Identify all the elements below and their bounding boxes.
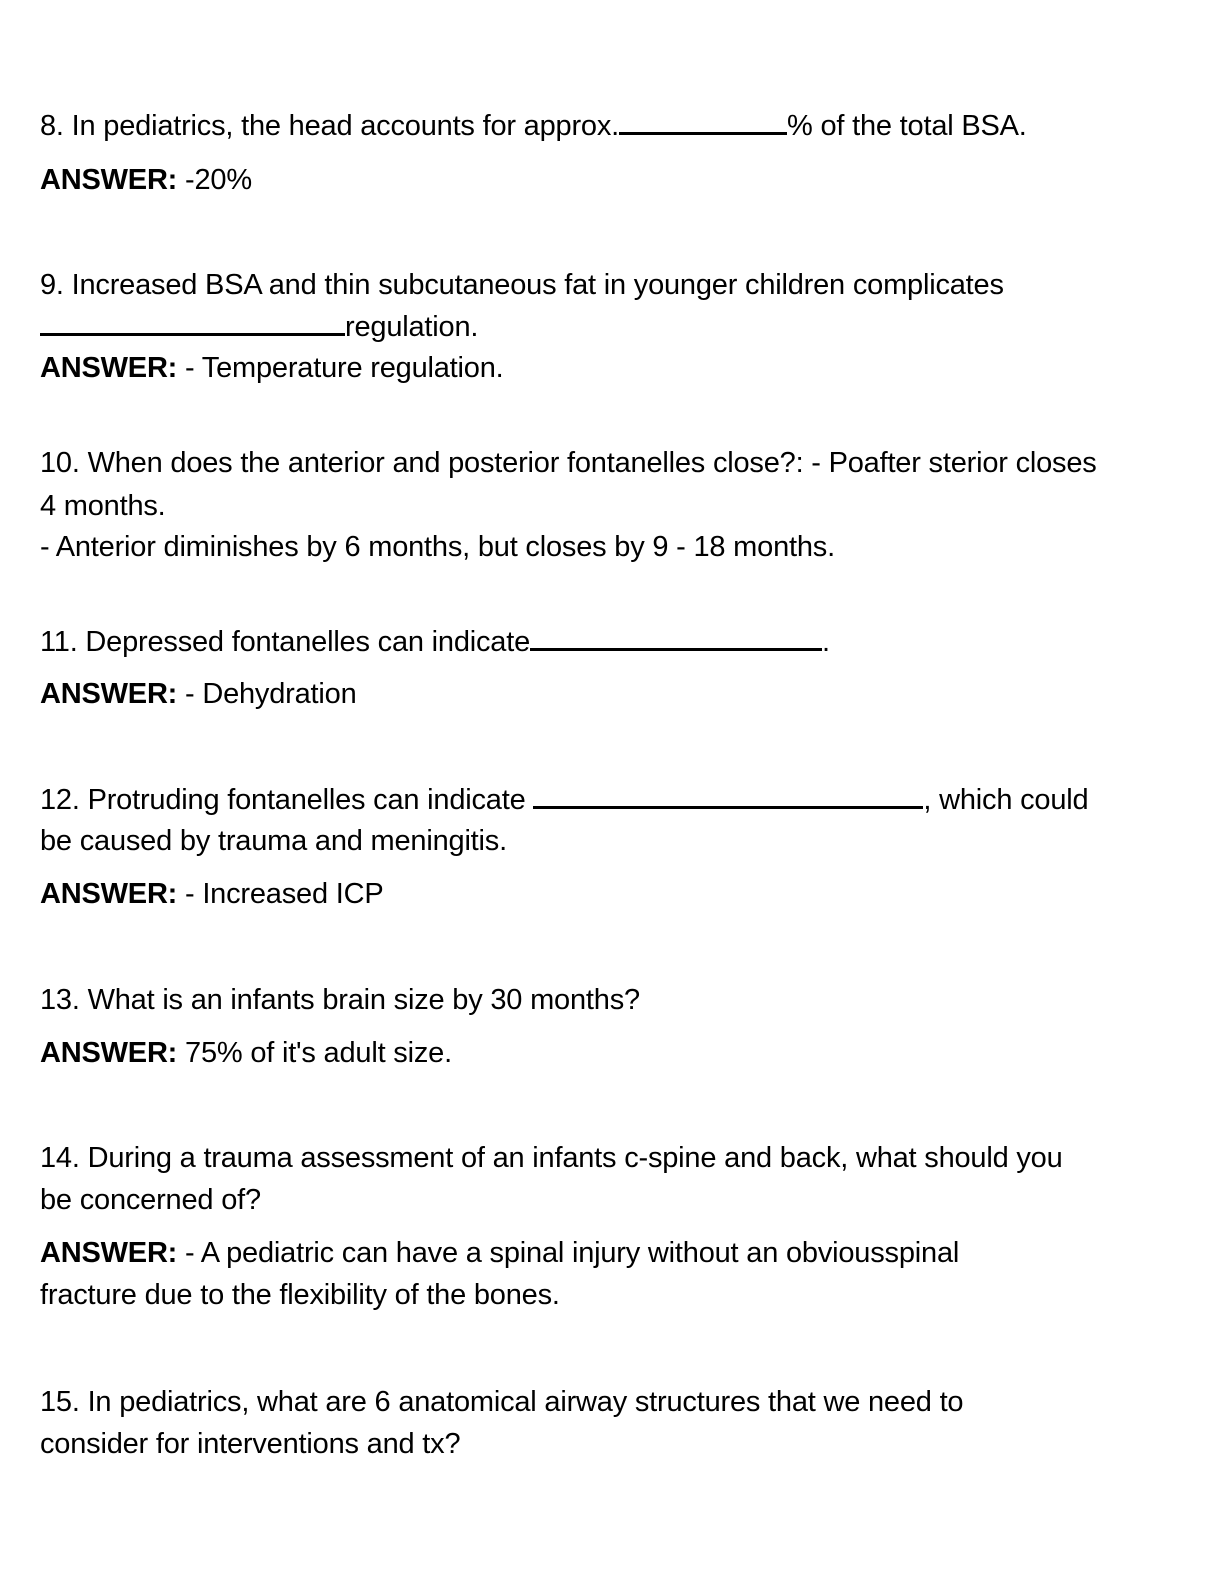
question-10-line-3 [40,529,835,565]
question-text: 9. Increased BSA and thin subcutaneous fat in younger children complicates [40,269,1004,301]
question-text: 4 months. [40,490,166,522]
question-11 [40,624,830,660]
question-13 [40,982,640,1018]
answer-blank [40,311,345,336]
answer-text: -20% [177,164,252,196]
question-text: 13. What is an infants brain size by 30 months? [40,984,640,1016]
question-text: 14. During a trauma assessment of an infants c-spine and back, what should you [40,1142,1063,1174]
question-text: 8. In pediatrics, the head accounts for approx. [40,110,620,142]
question-10 [40,445,1097,481]
answer-label: ANSWER: [40,1037,178,1069]
answer-text: - A pediatric can have a spinal injury without an obviousspinal [177,1237,960,1269]
answer-9 [40,350,504,386]
question-text: 11. Depressed fontanelles can indicate [40,626,531,658]
question-text: , which could [923,784,1089,816]
question-text: 10. When does the anterior and posterior fontanelles close?: - Poafter sterior closes [40,447,1097,479]
question-15-line-2 [40,1426,460,1462]
answer-label: ANSWER: [40,1237,178,1269]
answer-label: ANSWER: [40,878,178,910]
answer-text: 75% of it's adult size. [177,1037,452,1069]
answer-text: fracture due to the flexibility of the bones. [40,1279,560,1311]
question-8 [40,108,1027,144]
answer-13 [40,1035,452,1071]
question-text: . [822,626,830,658]
answer-14-line-2 [40,1277,560,1313]
question-text: 15. In pediatrics, what are 6 anatomical airway structures that we need to [40,1386,964,1418]
question-15 [40,1384,963,1420]
question-12 [40,782,1088,818]
answer-text: - Dehydration [177,678,357,710]
answer-label: ANSWER: [40,352,178,384]
question-10-line-2 [40,488,166,524]
question-12-line-2 [40,823,507,859]
question-9 [40,267,1004,303]
answer-label: ANSWER: [40,678,178,710]
question-text: regulation. [345,311,479,343]
answer-blank [533,784,923,809]
answer-8 [40,162,252,198]
question-14-line-2 [40,1182,261,1218]
answer-12 [40,876,383,912]
question-9-line-2 [40,309,478,345]
question-text: be concerned of? [40,1184,261,1216]
question-text: - Anterior diminishes by 6 months, but closes by 9 - 18 months. [40,531,835,563]
answer-blank [530,626,822,651]
answer-text: - Increased ICP [177,878,384,910]
answer-14 [40,1235,959,1271]
question-text: consider for interventions and tx? [40,1428,461,1460]
question-text: % of the total BSA. [787,110,1027,142]
answer-text: - Temperature regulation. [177,352,504,384]
question-14 [40,1140,1063,1176]
answer-blank [619,110,787,135]
answer-label: ANSWER: [40,164,178,196]
answer-11 [40,676,357,712]
question-text: be caused by trauma and meningitis. [40,825,507,857]
question-text: 12. Protruding fontanelles can indicate [40,784,534,816]
